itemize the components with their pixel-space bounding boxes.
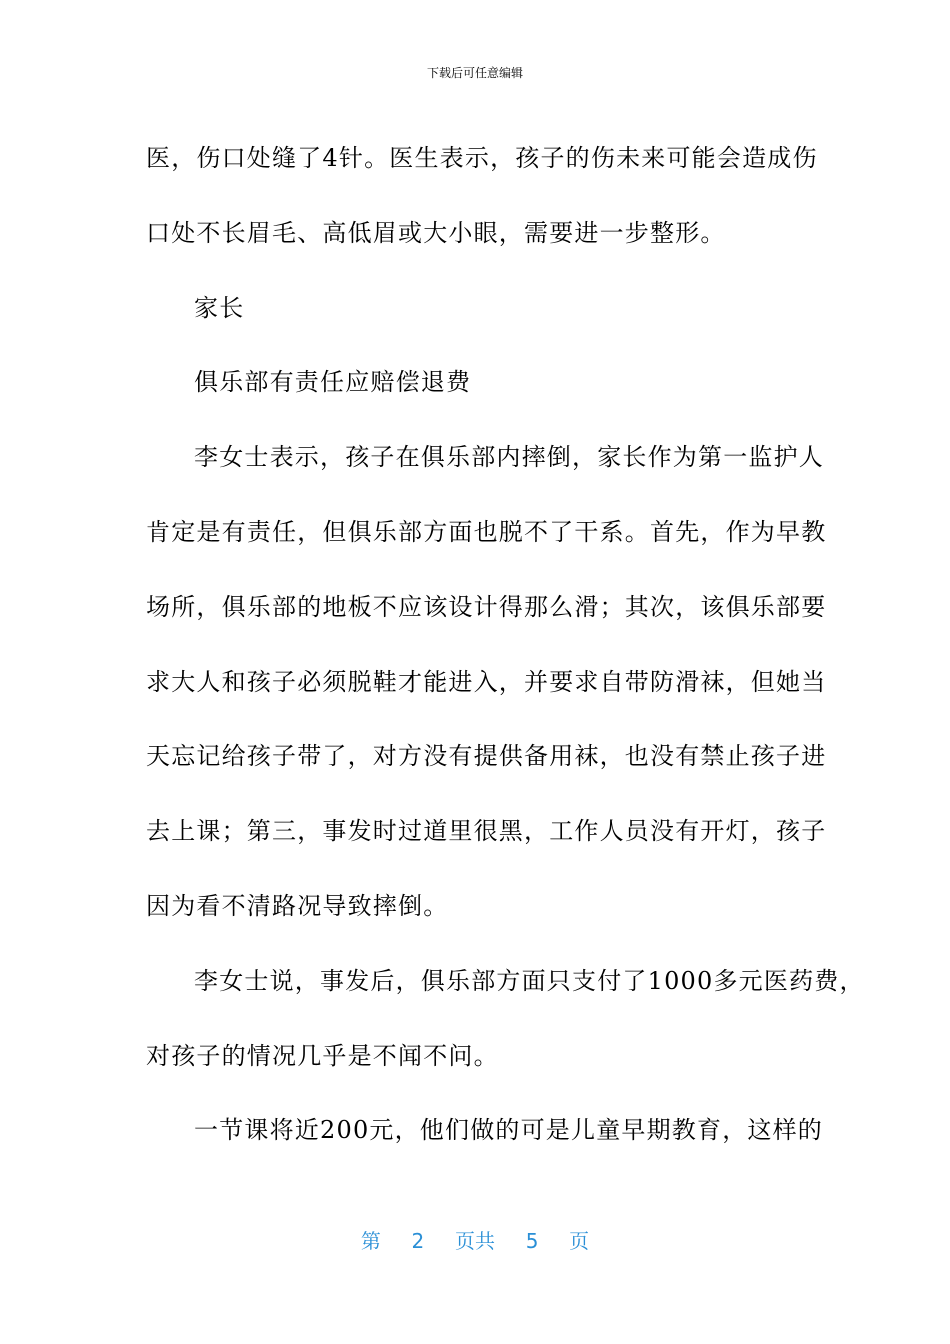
page-label-suffix: 页 — [569, 1229, 590, 1253]
document-body — [146, 121, 865, 1168]
page-footer — [0, 1225, 950, 1254]
section-heading: 家长 — [194, 293, 245, 322]
body-line: 一节课将近200元，他们做的可是儿童早期教育，这样的 — [194, 1116, 824, 1145]
section-subheading: 俱乐部有责任应赔偿退费 — [194, 368, 472, 397]
body-line: 肯定是有责任，但俱乐部方面也脱不了干系。首先，作为早教 — [146, 517, 827, 546]
body-line: 天忘记给孩子带了，对方没有提供备用袜，也没有禁止孩子进 — [146, 742, 827, 771]
body-line: 对孩子的情况几乎是不闻不问。 — [146, 1041, 499, 1070]
body-line: 口处不长眉毛、高低眉或大小眼，需要进一步整形。 — [146, 218, 726, 247]
page-label-prefix: 第 — [360, 1229, 381, 1253]
total-pages-number: 5 — [525, 1229, 539, 1253]
page-label-mid: 页共 — [455, 1229, 495, 1253]
body-line: 李女士表示，孩子在俱乐部内摔倒，家长作为第一监护人 — [194, 443, 824, 472]
body-line: 求大人和孩子必须脱鞋才能进入，并要求自带防滑袜，但她当 — [146, 667, 827, 696]
current-page-number: 2 — [411, 1229, 425, 1253]
body-line: 场所，俱乐部的地板不应该设计得那么滑；其次，该俱乐部要 — [146, 592, 827, 621]
body-line: 因为看不清路况导致摔倒。 — [146, 891, 449, 920]
body-line: 李女士说，事发后，俱乐部方面只支付了1000多元医药费， — [194, 966, 865, 995]
header-note: 下载后可任意编辑 — [426, 66, 523, 80]
body-line: 医，伤口处缝了4针。医生表示，孩子的伤未来可能会造成伤 — [146, 144, 818, 172]
body-line: 去上课；第三，事发时过道里很黑，工作人员没有开灯，孩子 — [146, 817, 827, 846]
